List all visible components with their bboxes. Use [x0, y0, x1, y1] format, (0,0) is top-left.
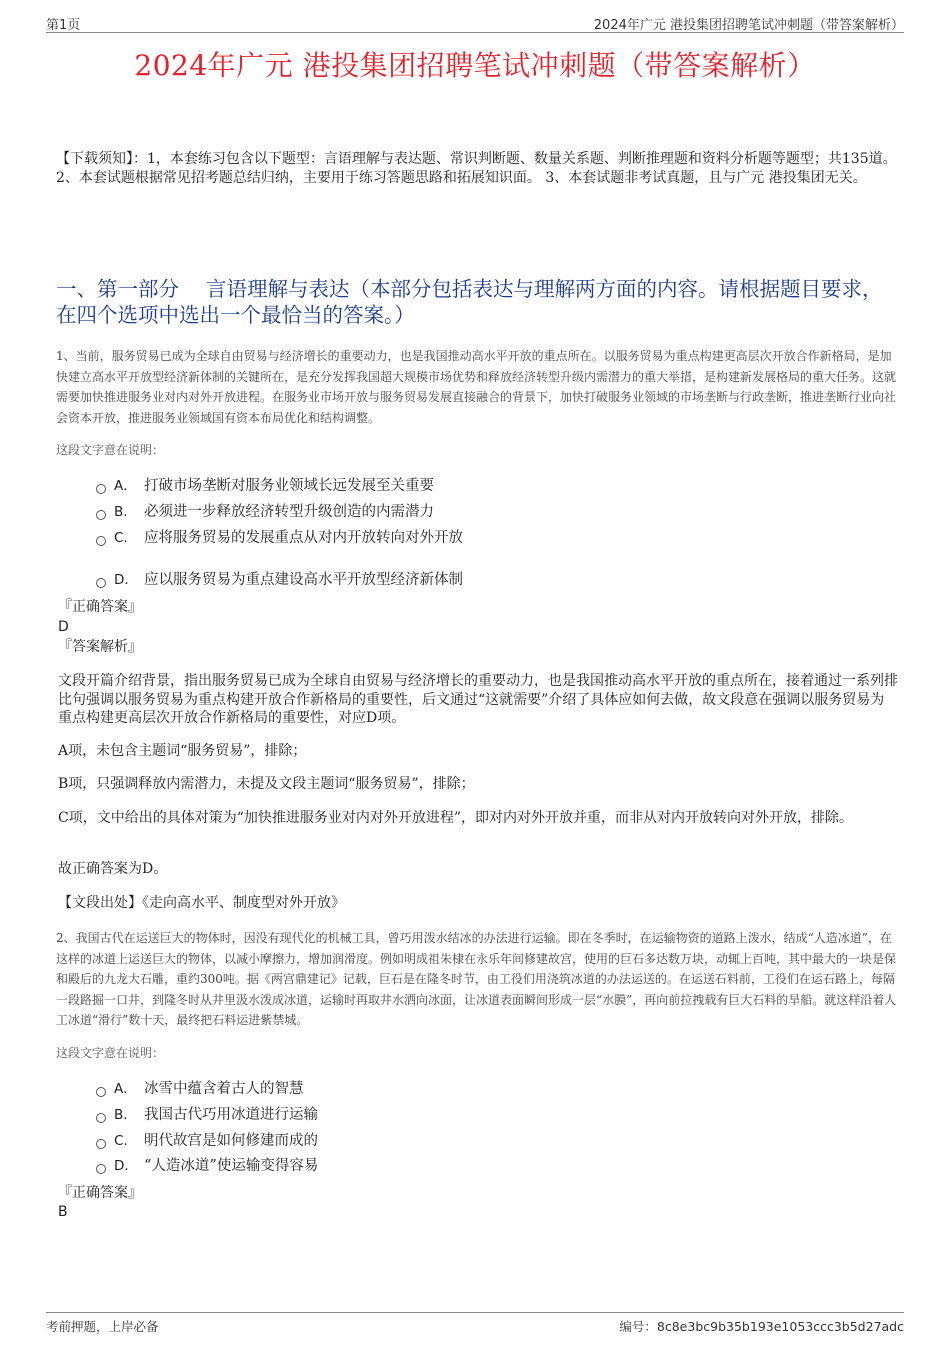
footer-doc-id: 编号：8c8e3bc9b35b193e1053ccc3b5d27adc [619, 1319, 904, 1334]
radio-icon[interactable] [96, 1139, 106, 1149]
radio-icon[interactable] [96, 1113, 106, 1123]
question-1-option-d[interactable] [96, 570, 463, 590]
option-letter: D. [114, 572, 129, 588]
question-1-answer-label: 『正确答案』 [58, 599, 142, 615]
question-2-answer: B [58, 1204, 68, 1220]
question-2-answer-label: 『正确答案』 [58, 1185, 142, 1201]
question-1-analysis-c: C项，文中给出的具体对策为“加快推进服务业对内对外开放进程”，即对内对外开放并重，而非从对内开放转向对外开放，排除。 [58, 810, 854, 826]
question-2-prompt: 这段文字意在说明： [56, 1046, 165, 1060]
option-text: 必须进一步释放经济转型升级创造的内需潜力 [144, 504, 434, 520]
option-letter: C. [114, 530, 128, 546]
header-doc-title: 2024年广元 港投集团招聘笔试冲刺题（带答案解析） [593, 18, 904, 33]
question-2-body: 2、我国古代在运送巨大的物体时，因没有现代化的机械工具，曾巧用泼水结冰的办法进行运输。即在冬季时，在运输物资的道路上泼水，结成“人造冰道”，在这样的冰道上运送巨大的物体，以减小摩擦力，增加润滑度。例如明成祖朱棣在永乐年间修建故宫，使用的巨石多达数万块，动辄上百吨，其中最大的一块是保和殿后的九龙大石雕，重约300吨。据《两宫鼎建记》记载，巨石是在隆冬时节，由工役们用浇筑冰道的办法运送的。在运送石料前，工役们在运石路上，每隔一段路掘一口井，到隆冬时从井里汲水泼成冰道，运输时再取井水洒向冰面，让冰道表面瞬间形成一层“水膜”，再向前拉拽载有巨大石料的旱船。就这样沿着人工冰道“滑行”数十天，最终把石料运进紫禁城。 [56, 931, 897, 1027]
question-2-option-a[interactable] [96, 1079, 304, 1099]
option-text: 明代故宫是如何修建而成的 [144, 1133, 318, 1149]
option-letter: B. [114, 1107, 128, 1123]
document-title: 2024年广元 港投集团招聘笔试冲刺题（带答案解析） [134, 49, 816, 82]
question-1-analysis-main: 文段开篇介绍背景，指出服务贸易已成为全球自由贸易与经济增长的重要动力，也是我国推动高水平开放的重点所在，接着通过一系列排比句强调以服务贸易为重点构建开放合作新格局的重要性，后文通过“这就需要”介绍了具体应如何去做，故文段意在强调以服务贸易为重点构建更高层次开放合作新格局的重要性，对应D项。 [58, 673, 898, 726]
option-text: 应以服务贸易为重点建设高水平开放型经济新体制 [144, 572, 463, 588]
option-text: 应将服务贸易的发展重点从对内开放转向对外开放 [144, 530, 463, 546]
radio-icon[interactable] [96, 1164, 106, 1174]
question-1-analysis-b: B项，只强调释放内需潜力，未提及文段主题词“服务贸易”，排除； [58, 776, 475, 792]
question-1-analysis-a: A项，未包含主题词“服务贸易”，排除； [58, 743, 307, 759]
option-text: 我国古代巧用冰道进行运输 [144, 1107, 318, 1123]
radio-icon[interactable] [96, 536, 106, 546]
radio-icon[interactable] [96, 510, 106, 520]
radio-icon[interactable] [96, 1087, 106, 1097]
option-text: “人造冰道”使运输变得容易 [144, 1158, 319, 1174]
option-letter: C. [114, 1133, 128, 1149]
radio-icon[interactable] [96, 484, 106, 494]
option-letter: A． [114, 1081, 137, 1097]
download-notice: 【下载须知】：1，本套练习包含以下题型：言语理解与表达题、常识判断题、数量关系题、判断推理题和资料分析题等题型；共135道。 2、本套试题根据常见招考题总结归纳，主要用于练习答题思路和拓展知识面。 3、本套试题非考试真题，且与广元 港投集团无关。 [56, 151, 897, 186]
question-2-option-c[interactable] [96, 1131, 318, 1151]
option-letter: D. [114, 1158, 129, 1174]
question-1-option-c[interactable] [96, 528, 463, 548]
question-1-analysis-conclusion: 故正确答案为D。 [58, 861, 168, 877]
question-2-option-d[interactable] [96, 1156, 318, 1176]
question-1-option-b[interactable] [96, 502, 434, 522]
option-letter: B. [114, 504, 128, 520]
section-title: 一、第一部分 言语理解与表达（本部分包括表达与理解两方面的内容。请根据题目要求，在四个选项中选出一个最恰当的答案。） [56, 277, 883, 327]
question-1-prompt: 这段文字意在说明： [56, 443, 165, 457]
page-footer [46, 1312, 904, 1334]
question-1-body: 1、当前，服务贸易已成为全球自由贸易与经济增长的重要动力，也是我国推动高水平开放的重点所在。以服务贸易为重点构建更高层次开放合作新格局，是加快建立高水平开放型经济新体制的关键所在，是充分发挥我国超大规模市场优势和释放经济转型升级内需潜力的重大举措，是构建新发展格局的重大任务。这就需要加快推进服务业对内对外开放进程。在服务业市场开放与服务贸易发展直接融合的背景下，加快打破服务业领域的市场垄断与行政垄断，推进垄断行业向社会资本开放，推进服务业领域国有资本布局优化和结构调整。 [56, 349, 897, 425]
page-number: 第1页 [46, 18, 81, 33]
option-letter: A． [114, 478, 137, 494]
option-text: 冰雪中蕴含着古人的智慧 [144, 1081, 304, 1097]
footer-slogan: 考前押题，上岸必备 [46, 1319, 159, 1334]
option-text: 打破市场垄断对服务业领域长远发展至关重要 [144, 478, 434, 494]
question-1-source: 【文段出处】《走向高水平、制度型对外开放》 [58, 895, 345, 911]
question-1-option-a[interactable] [96, 476, 434, 496]
question-1-answer: D [58, 619, 69, 635]
question-2-option-b[interactable] [96, 1105, 318, 1125]
page-header [46, 14, 904, 33]
question-1-analysis-label: 『答案解析』 [58, 639, 142, 655]
radio-icon[interactable] [96, 578, 106, 588]
